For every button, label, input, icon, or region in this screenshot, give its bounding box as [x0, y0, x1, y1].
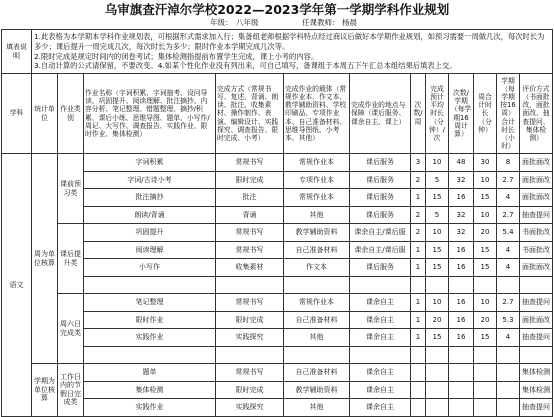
cell-weekly: [449, 381, 474, 399]
cell-place: [350, 346, 411, 364]
cell-total: 10: [474, 294, 497, 312]
cell-method: 限时完成: [216, 381, 284, 399]
cell-times: 3: [411, 154, 426, 172]
cell-name: 小写作: [84, 259, 216, 277]
cell-total: [474, 399, 497, 417]
cell-semester: [497, 364, 520, 382]
cell-avg: 15: [426, 241, 449, 259]
cell-carrier: 自己准备材料: [284, 241, 350, 259]
cell-semester: [497, 381, 520, 399]
cell-total: 10: [474, 171, 497, 189]
category-cell: 工作日内的节假日完成类: [58, 364, 84, 417]
cell-total: [474, 276, 497, 294]
cell-total: 15: [474, 259, 497, 277]
cell-place: 课余自主: [350, 381, 411, 399]
header-carrier: 完成作业的载体（常规作业本、作文本、教学辅助资料、学校印刷品、专项作业本、自己准备材料、思维导图纸、小考本、其他）: [284, 74, 350, 154]
notes-label: 填表说明: [2, 30, 32, 74]
cell-weekly: 16: [449, 189, 474, 207]
cell-method: 常规书写: [216, 224, 284, 242]
cell-semester: 4: [497, 241, 520, 259]
cell-weekly: 32: [449, 224, 474, 242]
cell-method: 批注: [216, 189, 284, 207]
cell-eval: 面批面改: [520, 189, 553, 207]
cell-total: 20: [474, 224, 497, 242]
cell-method: 常规书写: [216, 241, 284, 259]
cell-avg: 5: [426, 171, 449, 189]
cell-semester: 4: [497, 189, 520, 207]
cell-name: [84, 346, 216, 364]
cell-name: [84, 276, 216, 294]
cell-semester: 2.7: [497, 294, 520, 312]
cell-eval: 书面批改: [520, 224, 553, 242]
cell-weekly: [449, 346, 474, 364]
cell-carrier: 常规作业本: [284, 154, 350, 172]
cell-name: 集体检测: [84, 381, 216, 399]
table-row: [2, 276, 553, 294]
notes-cell: [32, 30, 553, 74]
cell-total: 10: [474, 206, 497, 224]
category-cell: 周六日完成类: [58, 294, 84, 364]
cell-place: 课后服务: [350, 189, 411, 207]
cell-place: 课余自主/课后服: [350, 224, 411, 242]
cell-weekly: [449, 364, 474, 382]
cell-carrier: 自己准备材料: [284, 364, 350, 382]
cell-semester: 5.3: [497, 311, 520, 329]
cell-weekly: [449, 276, 474, 294]
header-row: [2, 74, 553, 154]
header-times: 次数/周: [411, 74, 426, 154]
cell-eval: 面批面改: [520, 171, 553, 189]
cell-semester: 5.4: [497, 224, 520, 242]
cell-method: [216, 346, 284, 364]
cell-avg: 5: [426, 206, 449, 224]
cell-times: 2: [411, 206, 426, 224]
teacher-value: 杨晨: [342, 18, 357, 27]
cell-name: 题单: [84, 364, 216, 382]
cell-total: 15: [474, 189, 497, 207]
table-row: [2, 364, 553, 382]
table-row: [2, 206, 553, 224]
cell-semester: 4: [497, 329, 520, 347]
cell-times: [411, 381, 426, 399]
cell-place: 课后服务: [350, 259, 411, 277]
cell-avg: 10: [426, 154, 449, 172]
cell-name: 字词/古诗小考: [84, 171, 216, 189]
cell-carrier: [284, 276, 350, 294]
cell-place: 课余自主: [350, 329, 411, 347]
header-category: 作业类别: [58, 74, 84, 154]
cell-semester: [497, 399, 520, 417]
cell-avg: [426, 364, 449, 382]
header-eval: 评价方式（书面批改、面批面改、抽查提问、集体检测）: [520, 74, 553, 154]
cell-avg: 10: [426, 294, 449, 312]
cell-total: [474, 381, 497, 399]
cell-carrier: [284, 346, 350, 364]
cell-name: 实践作业: [84, 329, 216, 347]
cell-name: 笔记整理: [84, 294, 216, 312]
cell-method: 限时完成: [216, 311, 284, 329]
cell-method: 常规书写: [216, 154, 284, 172]
table-row: [2, 329, 553, 347]
teacher-label: 任课教师：: [302, 18, 340, 27]
cell-avg: 15: [426, 329, 449, 347]
cell-semester: 2.7: [497, 171, 520, 189]
cell-times: 2: [411, 171, 426, 189]
cell-times: 1: [411, 259, 426, 277]
cell-weekly: 16: [449, 259, 474, 277]
cell-eval: 抽查提问: [520, 206, 553, 224]
cell-times: [411, 276, 426, 294]
cell-carrier: 其他: [284, 206, 350, 224]
cell-name: 巩固提升: [84, 224, 216, 242]
cell-semester: [497, 346, 520, 364]
cell-avg: 20: [426, 311, 449, 329]
cell-eval: [520, 346, 553, 364]
cell-weekly: 16: [449, 311, 474, 329]
cell-carrier: 自己准备材料: [284, 311, 350, 329]
cell-eval: 面批面改: [520, 311, 553, 329]
cell-eval: 抽查提问: [520, 329, 553, 347]
cell-total: 15: [474, 329, 497, 347]
table-row: [2, 294, 553, 312]
cell-total: [474, 346, 497, 364]
cell-carrier: 教学辅助资料: [284, 381, 350, 399]
header-name: 作业名称（字词积累、字词抽考、设问导读、巩固提升、阅读理解、批注摘抄、内容分析、笔记整理、错题整理、摘抄/积累、课后小练、思维导图、题单、小写作/周记、大写作、调查报告、实践作业、限时作业、集体检测）: [84, 74, 216, 154]
cell-weekly: 16: [449, 294, 474, 312]
cell-times: 1: [411, 294, 426, 312]
cell-avg: 15: [426, 259, 449, 277]
cell-times: 2: [411, 224, 426, 242]
header-subject: 学科: [2, 74, 32, 154]
table-row: [2, 241, 553, 259]
cell-name: 实践作业: [84, 399, 216, 417]
cell-eval: 集体检测: [520, 381, 553, 399]
cell-total: [474, 364, 497, 382]
table-row: [2, 189, 553, 207]
cell-eval: [520, 276, 553, 294]
cell-method: 实践探究: [216, 329, 284, 347]
cell-semester: [497, 276, 520, 294]
cell-eval: 面批面改: [520, 154, 553, 172]
cell-times: 1: [411, 329, 426, 347]
cell-avg: 15: [426, 189, 449, 207]
cell-weekly: 32: [449, 171, 474, 189]
header-total: 周合计时长（分钟）: [474, 74, 497, 154]
cell-eval: 书面批改: [520, 241, 553, 259]
table-row: [2, 171, 553, 189]
cell-times: [411, 346, 426, 364]
cell-place: 课后服务: [350, 154, 411, 172]
homework-plan-table: [1, 29, 553, 417]
cell-place: 课后服务: [350, 171, 411, 189]
cell-method: [216, 276, 284, 294]
cell-avg: 10: [426, 224, 449, 242]
cell-carrier: 作文本: [284, 259, 350, 277]
cell-place: 课余自主: [350, 294, 411, 312]
table-row: [2, 346, 553, 364]
cell-weekly: 16: [449, 329, 474, 347]
cell-avg: [426, 276, 449, 294]
note-line: 1.此表格为本学期本学科作业规划表，可根据形式需求加入行；集备组老师根据学科特点经过商议后做好本学期作业规划，如预习需要一周做几次，每次时长为多少；课后提升一周完成几次，每次时长为多少；限时作业本学期完成几次等。: [34, 32, 545, 51]
cell-place: 课后服务: [350, 206, 411, 224]
cell-semester: 2.7: [497, 206, 520, 224]
cell-times: 1: [411, 189, 426, 207]
cell-method: 限时完成: [216, 171, 284, 189]
cell-weekly: 16: [449, 241, 474, 259]
header-unit: 统计单位: [32, 74, 58, 154]
cell-avg: [426, 346, 449, 364]
cell-weekly: 32: [449, 206, 474, 224]
note-line: 3.自动计算的公式请保留，不要改变。4.如某个性化作业没有列出来，可自己填写，备课组于本周五下午汇总本组结果后填表上交。: [34, 61, 457, 71]
cell-avg: [426, 381, 449, 399]
cell-total: 20: [474, 311, 497, 329]
grade-value: 八年级: [236, 18, 259, 27]
cell-place: [350, 276, 411, 294]
unit-cell: 学期为单位核算: [32, 364, 58, 417]
cell-eval: 集体检测: [520, 364, 553, 382]
cell-total: 30: [474, 154, 497, 172]
header-semester: 学期（每学期按16周）合计时长（小时）: [497, 74, 520, 154]
cell-semester: 8: [497, 154, 520, 172]
subject-cell: 语文: [2, 154, 32, 417]
cell-total: 15: [474, 241, 497, 259]
cell-method: 实践探究: [216, 399, 284, 417]
cell-place: 课余自主: [350, 399, 411, 417]
cell-times: [411, 364, 426, 382]
unit-cell: 周为单位核算: [32, 154, 58, 364]
instructions-row: [2, 30, 553, 74]
cell-carrier: 教学辅助资料: [284, 224, 350, 242]
header-weekly: 次数/学期（每学期16周计算）: [449, 74, 474, 154]
cell-carrier: 常规作业本: [284, 294, 350, 312]
note-line: 2.限时完成是规定时间内的闭卷考试；集体检测指提前布置学生完成，课上小考的内容。: [34, 51, 319, 61]
cell-times: 1: [411, 241, 426, 259]
cell-method: 背诵: [216, 206, 284, 224]
cell-name: 限时作业: [84, 311, 216, 329]
category-cell: 课后提升类: [58, 224, 84, 294]
table-row: [2, 154, 553, 172]
cell-method: 常规书写: [216, 294, 284, 312]
cell-name: 字词积累: [84, 154, 216, 172]
table-row: [2, 311, 553, 329]
cell-place: 课余自主: [350, 364, 411, 382]
cell-times: 1: [411, 311, 426, 329]
cell-eval: 面批面改: [520, 259, 553, 277]
cell-weekly: 48: [449, 154, 474, 172]
cell-eval: 抽查提问: [520, 294, 553, 312]
grade-label: 年级：: [210, 18, 233, 27]
cell-place: 课余自主: [350, 311, 411, 329]
header-avg: 完成预计平均时长（分钟）/次: [426, 74, 449, 154]
header-method: 完成方式（常规书写、复述、背诵、朗读、批注、收集素材、操作制作、表演、编辑设计、实践探究、调查报告、限时完成、小考）: [216, 74, 284, 154]
table-row: [2, 399, 553, 417]
category-cell: 课前预习类: [58, 154, 84, 224]
table-row: [2, 381, 553, 399]
cell-carrier: 其他: [284, 399, 350, 417]
cell-name: 阅读理解: [84, 241, 216, 259]
table-row: [2, 259, 553, 277]
cell-times: [411, 399, 426, 417]
cell-eval: 抽查提问: [520, 399, 553, 417]
header-place: 完成作业的地点与保障（课后服务、课余自主、课上）: [350, 74, 411, 154]
cell-semester: 4: [497, 259, 520, 277]
cell-place: 课余自主/课后服: [350, 241, 411, 259]
cell-carrier: 专项作业本: [284, 171, 350, 189]
cell-name: 批注摘抄: [84, 189, 216, 207]
cell-weekly: [449, 399, 474, 417]
cell-avg: [426, 399, 449, 417]
cell-method: 常规书写: [216, 364, 284, 382]
cell-method: 收集素材: [216, 259, 284, 277]
cell-name: 朗读/背诵: [84, 206, 216, 224]
page-title: 乌审旗查汗淖尔学校2022—2023学年第一学期学科作业规划: [104, 2, 450, 17]
cell-carrier: 其他: [284, 329, 350, 347]
table-row: [2, 224, 553, 242]
cell-carrier: 常规作业本: [284, 189, 350, 207]
